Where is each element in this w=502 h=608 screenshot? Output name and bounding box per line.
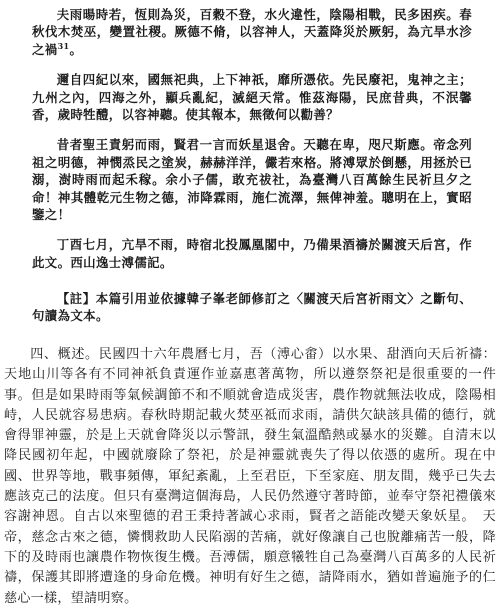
prayer-paragraph-3: 昔者聖王責躬而雨，賢君一言而妖星退舍。天聽在卑，咫尺斯應。帝念列祖之明德，神憫烝民之塗炭，赫赫洋洋，儼若來格。將溥眾於倒懸，用拯於已溺，澍時雨而起禾稼。余小子儒，敢充祓社，為臺灣八百萬餘生民祈旦夕之命！神其體乾元生物之德，沛降霖雨，施仁流澤，無俾神羞。聰明在上，實昭鑒之！ [32,137,472,223]
prayer-text [0,6,502,271]
annotation-note: 【註】本篇引用並依據韓子峯老師修訂之〈關渡天后宮祈雨文〉之斷句、句讀為文本。 [32,291,472,324]
prayer-paragraph-1-text: 夫雨暘時若，恆則為災，百穀不登，水火違性，陰陽相戰，民多困疾。春秋伐木焚巫，變置社稷。厥德不脩，以容神人，天蓋降災於厥躬，為亢旱水沴之禍 [32,7,472,57]
overview-section: 四、概述。民國四十六年農曆七月，吾（溥心畬）以水果、甜酒向天后祈禱：天地山川等各有不同神祇負責運作並嘉惠著萬物，所以遵祭祭祀是很重要的一件事。但是如果時雨等氣候調節不和不順就會造成災害，農作物就無法收成，陰陽相峙，人民就容易患病。春秋時期記載火焚巫祗而求雨，請供欠缺該具備的德行，就會得罪神靈，於是上天就會降災以示警訊，發生氣溫酷熱或暴水的災難。自清末以降民國初年起，中國就廢除了祭祀，於是神靈就喪失了得以依憑的處所。現在中國、世界等地，戰事頻傳，軍紀紊亂，上至君臣，下至家庭、朋友間，幾乎已失去應該克己的法度。但只有臺灣這個海島，人民仍然遵守著時節，並奉守祭祀禮儀來容謝神恩。自古以來聖德的君王秉持著誠心求雨，賢者之語能改變天象妖星。 天帝，慈念古來之德，憐憫救助人民陷溺的苦痛，就好像讓自己也脫離痛苦一般，降下的及時雨也讓農作物恢復生機。吾溥儒，願意犧牲自己為臺灣八百萬多的人民祈禱，保護其即將遭逢的身命危機。神明有好生之德，請降雨水，猶如普遍施予的仁慈心一樣，望請明察。 [4,346,496,605]
prayer-paragraph-1-end: 。 [69,41,83,57]
prayer-paragraph-1 [32,6,472,58]
prayer-paragraph-2: 邇自四紀以來，國無祀典，上下神祇，靡所憑依。先民廢祀，鬼神之主；九州之內，四海之外，顯兵亂紀，滅絕天常。惟茲海陽，民庶昔典，不泯馨香，歲時牲醴，以容神聽。使其報本，無徵何以勸善？ [32,72,472,123]
footnote-reference: 31 [57,40,70,51]
prayer-paragraph-4: 丁酉七月，亢旱不雨，時宿北投鳳凰閣中，乃備果酒禱於關渡天后宮，作此文。西山逸士溥儒記。 [32,237,472,270]
